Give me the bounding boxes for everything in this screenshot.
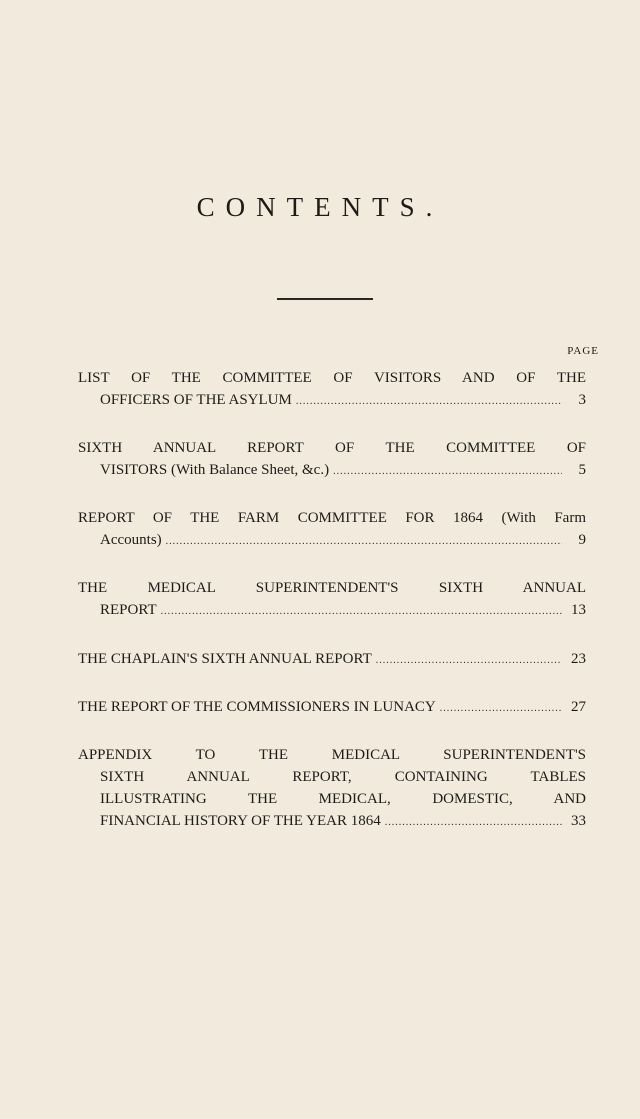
dot-leader (440, 698, 562, 720)
page-number: 5 (578, 462, 586, 478)
entry-text: Accounts) (100, 532, 162, 548)
entry-text: FINANCIAL HISTORY OF THE YEAR 1864 (100, 813, 381, 829)
entry-text: VISITORS (With Balance Sheet, &c.) (100, 462, 330, 478)
entry-last-line (78, 648, 586, 670)
entry-line: APPENDIX TO THE MEDICAL SUPERINTENDENT'S (78, 747, 586, 763)
entry-text: THE REPORT OF THE COMMISSIONERS IN LUNACY (78, 699, 436, 715)
entry-text: REPORT (100, 602, 157, 618)
page-number: 3 (578, 392, 586, 408)
entry-last-line (78, 459, 586, 481)
page-number: 27 (571, 699, 586, 715)
dot-leader (166, 531, 562, 553)
contents-entry-committee-list (78, 367, 586, 411)
page-column-label: PAGE (567, 345, 599, 357)
entry-line: THE MEDICAL SUPERINTENDENT'S SIXTH ANNUAL (78, 580, 586, 596)
contents-entry-appendix (78, 744, 586, 832)
contents-entry-medical-superintendent (78, 577, 586, 621)
dot-leader (385, 812, 562, 834)
page-number: 13 (571, 602, 586, 618)
entry-text: OFFICERS OF THE ASYLUM (100, 392, 292, 408)
dot-leader (376, 650, 562, 672)
entry-line: ILLUSTRATING THE MEDICAL, DOMESTIC, AND (100, 791, 586, 807)
entry-last-line (78, 810, 586, 832)
title-rule (277, 298, 373, 300)
page-number: 9 (578, 532, 586, 548)
entry-last-line (78, 696, 586, 718)
entry-line: SIXTH ANNUAL REPORT OF THE COMMITTEE OF (78, 440, 586, 456)
dot-leader (296, 391, 562, 413)
entry-line: LIST OF THE COMMITTEE OF VISITORS AND OF THE (78, 370, 586, 386)
contents-entry-commissioners-lunacy (78, 696, 586, 718)
contents-entry-chaplain (78, 648, 586, 670)
dot-leader (333, 461, 562, 483)
entry-last-line (78, 529, 586, 551)
contents-entry-farm-committee (78, 507, 586, 551)
contents-entry-sixth-annual-report (78, 437, 586, 481)
entry-last-line (78, 599, 586, 621)
page-number: 33 (571, 813, 586, 829)
page-title: CONTENTS. (196, 192, 444, 222)
entry-line: SIXTH ANNUAL REPORT, CONTAINING TABLES (100, 769, 586, 785)
entry-last-line (78, 389, 586, 411)
entry-line: REPORT OF THE FARM COMMITTEE FOR 1864 (With Farm (78, 510, 586, 526)
dot-leader (161, 601, 562, 623)
entry-text: THE CHAPLAIN'S SIXTH ANNUAL REPORT (78, 651, 372, 667)
page-number: 23 (571, 651, 586, 667)
